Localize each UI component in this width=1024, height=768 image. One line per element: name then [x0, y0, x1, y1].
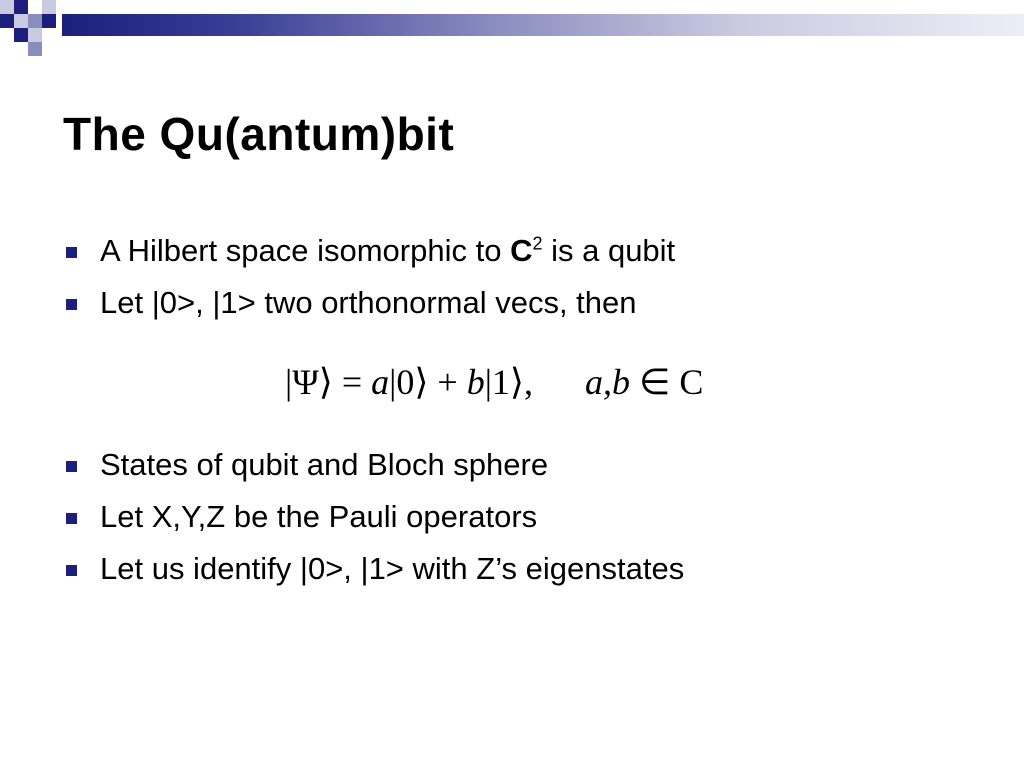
bullet-square-icon: [66, 299, 77, 310]
header-gradient-bar: [62, 14, 1024, 36]
bullet-square-icon: [66, 565, 77, 576]
equation-coef-b: b: [466, 362, 485, 402]
equation-vars: a,b: [584, 362, 630, 402]
qubit-equation: [285, 357, 703, 407]
bullet-text: is a qubit: [542, 233, 676, 268]
bullet-square-icon: [66, 513, 77, 524]
equation-set: C: [679, 362, 704, 402]
bullet-list-bottom: [62, 443, 684, 599]
header-decoration: [0, 0, 1024, 48]
bullet-item: [62, 281, 675, 333]
equation-coef-a: a: [371, 362, 390, 402]
bullet-item: [62, 229, 675, 281]
bullet-text: A Hilbert space isomorphic to: [100, 233, 511, 268]
equation-equals: =: [332, 362, 372, 402]
decor-square: [28, 42, 42, 56]
equation-plus: +: [428, 362, 467, 402]
bullet-square-icon: [66, 461, 77, 472]
bullet-text: Let us identify |0>, |1> with Z’s eigenstates: [100, 551, 685, 586]
bullet-text: Let X,Y,Z be the Pauli operators: [100, 499, 538, 534]
equation-ket-0: |0⟩: [389, 362, 429, 402]
bullet-item: [62, 443, 684, 495]
decor-square: [28, 28, 42, 42]
equation-lhs: |Ψ⟩: [285, 362, 333, 402]
decor-square: [42, 0, 56, 14]
decor-square: [14, 28, 28, 42]
bullet-text: Let |0>, |1> two orthonormal vecs, then: [100, 285, 637, 320]
decor-square: [42, 14, 56, 28]
slide-title: The Qu(antum)bit: [63, 108, 455, 160]
bullet-square-icon: [66, 247, 77, 258]
decor-square: [28, 0, 42, 14]
decor-square: [28, 14, 42, 28]
equation-in: ∈: [629, 362, 680, 402]
complex-set-symbol: C: [510, 233, 533, 268]
bullet-list-top: [62, 229, 675, 333]
bullet-text: States of qubit and Bloch sphere: [100, 447, 549, 482]
decor-square: [0, 0, 14, 14]
bullet-item: [62, 547, 684, 599]
equation-ket-1: |1⟩,: [484, 362, 533, 402]
superscript: 2: [532, 233, 543, 254]
decor-square: [0, 14, 14, 28]
decor-square: [14, 14, 28, 28]
bullet-item: [62, 495, 684, 547]
decor-square: [14, 0, 28, 14]
